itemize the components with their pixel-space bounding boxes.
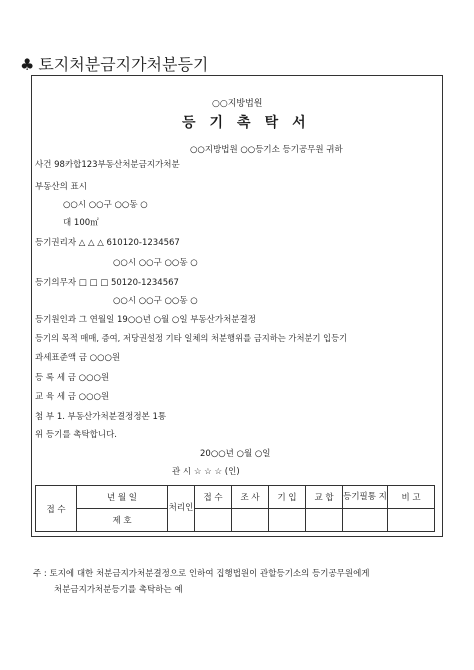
document-title	[20, 52, 208, 75]
registration-tax-line: 등 록 세 금 ○○○원	[35, 373, 110, 383]
date-line: 20○○년 ○월 ○일	[200, 449, 271, 459]
registration-table	[35, 485, 435, 532]
addressee-line: ○○지방법원 ○○등기소 등기공무원 귀하	[190, 145, 343, 155]
cell-completion-notice	[343, 509, 388, 532]
cell-receipt	[195, 509, 232, 532]
cell-entry	[269, 509, 306, 532]
right-holder-line: 등기권리자 △ △ △ 610120-1234567	[35, 238, 180, 248]
signer-line: 관 시 ☆ ☆ ☆ (인)	[172, 467, 240, 477]
right-holder-address: ○○시 ○○구 ○○동 ○	[113, 258, 198, 268]
processor-header: 처리인	[168, 486, 195, 532]
obligor-line: 등기의무자 □ □ □ 50120-1234567	[35, 278, 179, 288]
col-remarks: 비 고	[388, 486, 435, 509]
document-title-text: 토지처분금지가처분등기	[38, 55, 209, 74]
property-label: 부동산의 표시	[35, 182, 87, 192]
attachment-line: 첨 부 1. 부동산가처분결정정본 1통	[35, 412, 167, 422]
cell-inspection	[232, 509, 269, 532]
case-line: 사건 98카합123부동산처분금지가처분	[35, 160, 180, 170]
request-line: 위 등기를 촉탁합니다.	[35, 430, 118, 440]
property-area: 대 100㎡	[63, 218, 99, 228]
purpose-line: 등기의 목적 매매, 증여, 저당권설정 기타 일체의 처분행위를 금지하는 가처분기 입등기	[35, 333, 348, 343]
col-completion-notice: 등기필통 지	[343, 486, 388, 509]
property-address: ○○시 ○○구 ○○동 ○	[63, 200, 148, 210]
cell-remarks	[388, 509, 435, 532]
col-receipt: 접 수	[195, 486, 232, 509]
footnote-line-1: 주 : 토지에 대한 처분금지가처분결정으로 인하여 집행법원이 관할등기소의 등기공무원에게	[33, 569, 370, 579]
court-name: ○○지방법원	[212, 99, 263, 109]
obligor-address: ○○시 ○○구 ○○동 ○	[113, 296, 198, 306]
col-collation: 교 합	[306, 486, 343, 509]
receipt-header: 접 수	[36, 486, 77, 532]
form-heading: 등기촉탁서	[182, 115, 320, 131]
education-tax-line: 교 육 세 금 ○○○원	[35, 392, 110, 402]
col-inspection: 조 사	[232, 486, 269, 509]
date-header: 년 월 일	[77, 486, 168, 509]
club-icon: ♣	[20, 55, 35, 74]
cell-collation	[306, 509, 343, 532]
col-entry: 기 입	[269, 486, 306, 509]
footnote-line-2: 처분금지가처분등기를 촉탁하는 예	[54, 585, 183, 595]
cause-date-line: 등기원인과 그 연월일 19○○년 ○월 ○일 부동산가처분결정	[35, 315, 256, 325]
tax-base-line: 과세표준액 금 ○○○원	[35, 353, 121, 363]
number-header: 제 호	[77, 509, 168, 532]
